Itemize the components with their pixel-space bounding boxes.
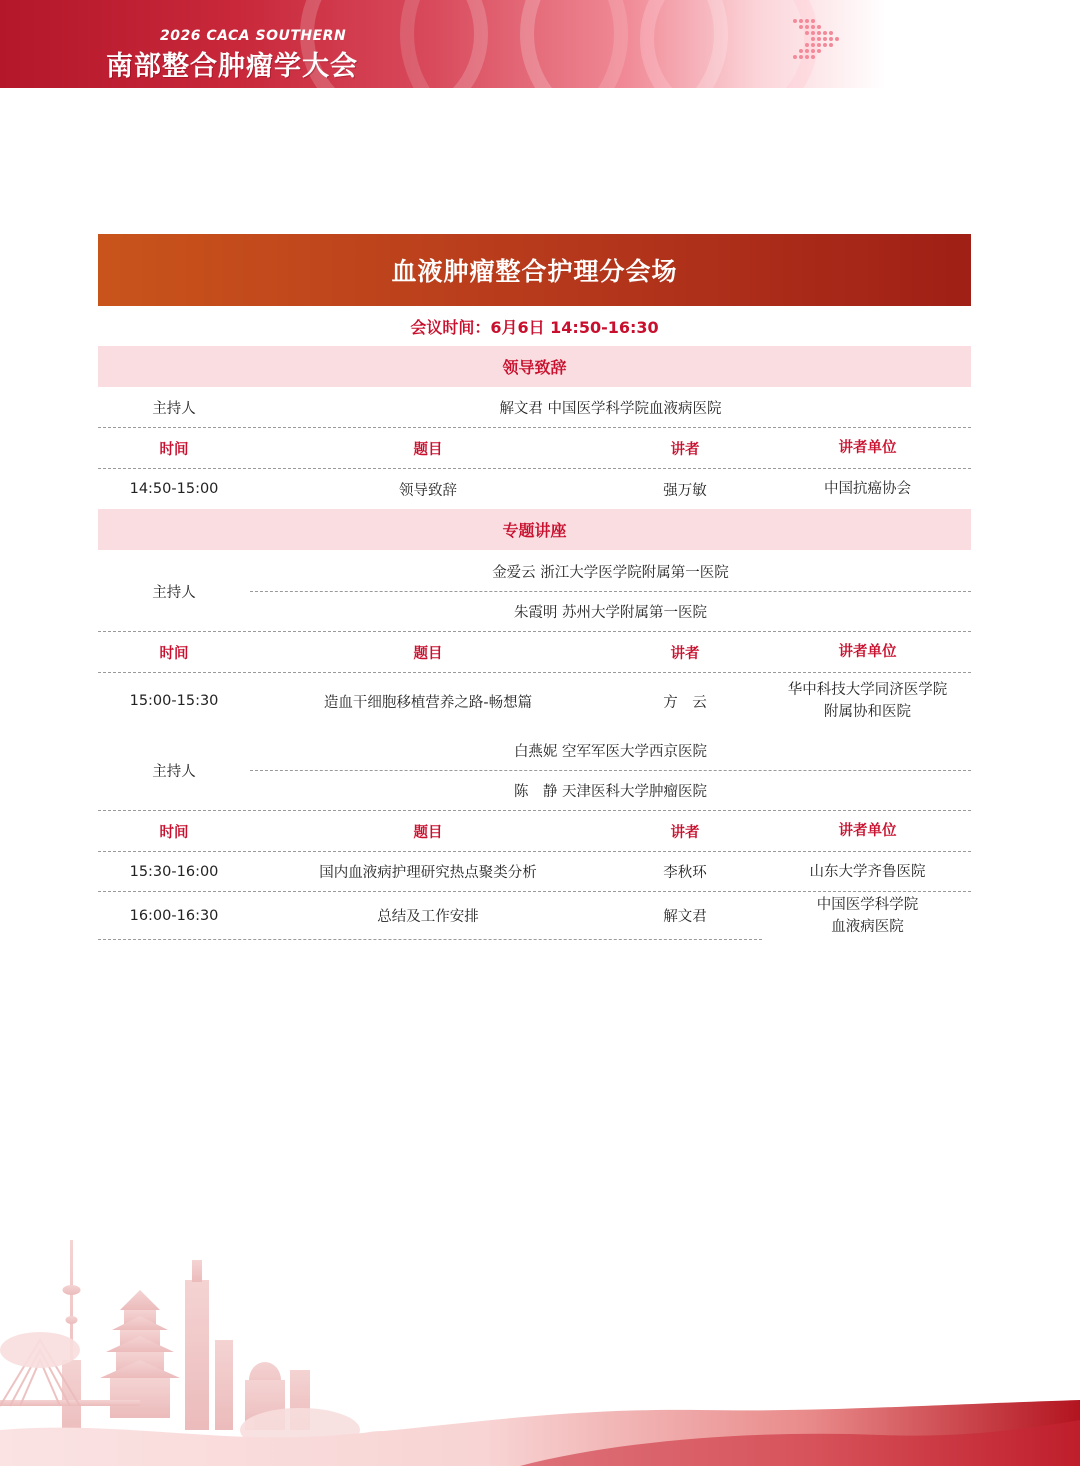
- city-skyline-decoration: [0, 1230, 1080, 1466]
- conference-title: 南部整合肿瘤学大会: [106, 51, 358, 82]
- cell-topic: 国内血液病护理研究热点聚类分析: [319, 865, 537, 881]
- column-header-time: 时间: [159, 441, 189, 458]
- column-header-topic: 题目: [413, 824, 443, 841]
- cell-time: 16:00-16:30: [129, 907, 219, 924]
- cell-topic: 领导致辞: [399, 482, 457, 499]
- cell-speaker: 方 云: [663, 694, 707, 711]
- column-header-topic: 题目: [413, 645, 443, 662]
- session-title: 血液肿瘤整合护理分会场: [98, 234, 971, 306]
- table-row: [98, 852, 971, 892]
- cell-unit: 中国抗癌协会: [824, 481, 911, 497]
- host-name: 白燕妮 空军军医大学西京医院: [250, 730, 971, 771]
- cell-topic: 造血干细胞移植营养之路-畅想篇: [323, 694, 533, 711]
- column-header-time: 时间: [159, 645, 189, 662]
- column-header-unit: 讲者单位: [838, 440, 897, 456]
- cell-time: 15:30-16:00: [129, 863, 219, 880]
- host-name: 金爱云 浙江大学医学院附属第一医院: [250, 551, 971, 592]
- table-row: [98, 673, 971, 729]
- cell-speaker: 李秋环: [663, 865, 707, 881]
- cell-unit-line: 华中科技大学同济医学院: [787, 682, 948, 698]
- column-header-unit: 讲者单位: [838, 823, 897, 839]
- host-name: 陈 静 天津医科大学肿瘤医院: [513, 783, 708, 800]
- cell-time: 15:00-15:30: [129, 693, 219, 709]
- host-block: [98, 551, 971, 632]
- column-header-time: 时间: [159, 824, 189, 841]
- column-header-row: [98, 428, 971, 469]
- section-header-lectures: 专题讲座: [98, 509, 971, 550]
- column-header-speaker: 讲者: [670, 645, 700, 662]
- dotted-arrow-icon: [792, 18, 840, 60]
- header-banner: [0, 0, 1080, 88]
- host-name: 朱霞明 苏州大学附属第一医院: [513, 604, 708, 621]
- host-block: [98, 730, 971, 811]
- cell-time: 14:50-15:00: [129, 481, 219, 497]
- conference-subtitle: 2026 CACA SOUTHERN: [160, 28, 347, 44]
- section-header-leader-speech: 领导致辞: [98, 346, 971, 387]
- cell-unit: 山东大学齐鲁医院: [809, 863, 926, 880]
- host-label: 主持人: [152, 400, 196, 417]
- cell-unit-line: 附属协和医院: [824, 704, 911, 720]
- column-header-unit: 讲者单位: [838, 644, 897, 660]
- column-header-speaker: 讲者: [670, 824, 700, 841]
- meeting-time: 会议时间：6月6日 14:50-16:30: [410, 317, 659, 337]
- column-header-speaker: 讲者: [670, 441, 700, 458]
- host-name: 解文君 中国医学科学院血液病医院: [499, 400, 722, 417]
- host-label: 主持人: [152, 763, 196, 780]
- table-bottom-divider: [98, 939, 762, 940]
- column-header-row: [98, 811, 971, 852]
- cell-unit-line: 中国医学科学院: [816, 896, 919, 913]
- column-header-row: [98, 632, 971, 673]
- cell-unit-line: 血液病医院: [831, 918, 904, 935]
- host-label: 主持人: [152, 584, 196, 601]
- cell-unit: [764, 679, 971, 723]
- cell-unit: [764, 894, 971, 938]
- column-header-topic: 题目: [413, 441, 443, 458]
- cell-speaker: 强万敏: [663, 482, 707, 499]
- cell-topic: 总结及工作安排: [377, 909, 479, 925]
- host-row: [98, 387, 971, 428]
- table-row: [98, 892, 971, 939]
- cell-speaker: 解文君: [663, 909, 707, 925]
- table-row: [98, 469, 971, 509]
